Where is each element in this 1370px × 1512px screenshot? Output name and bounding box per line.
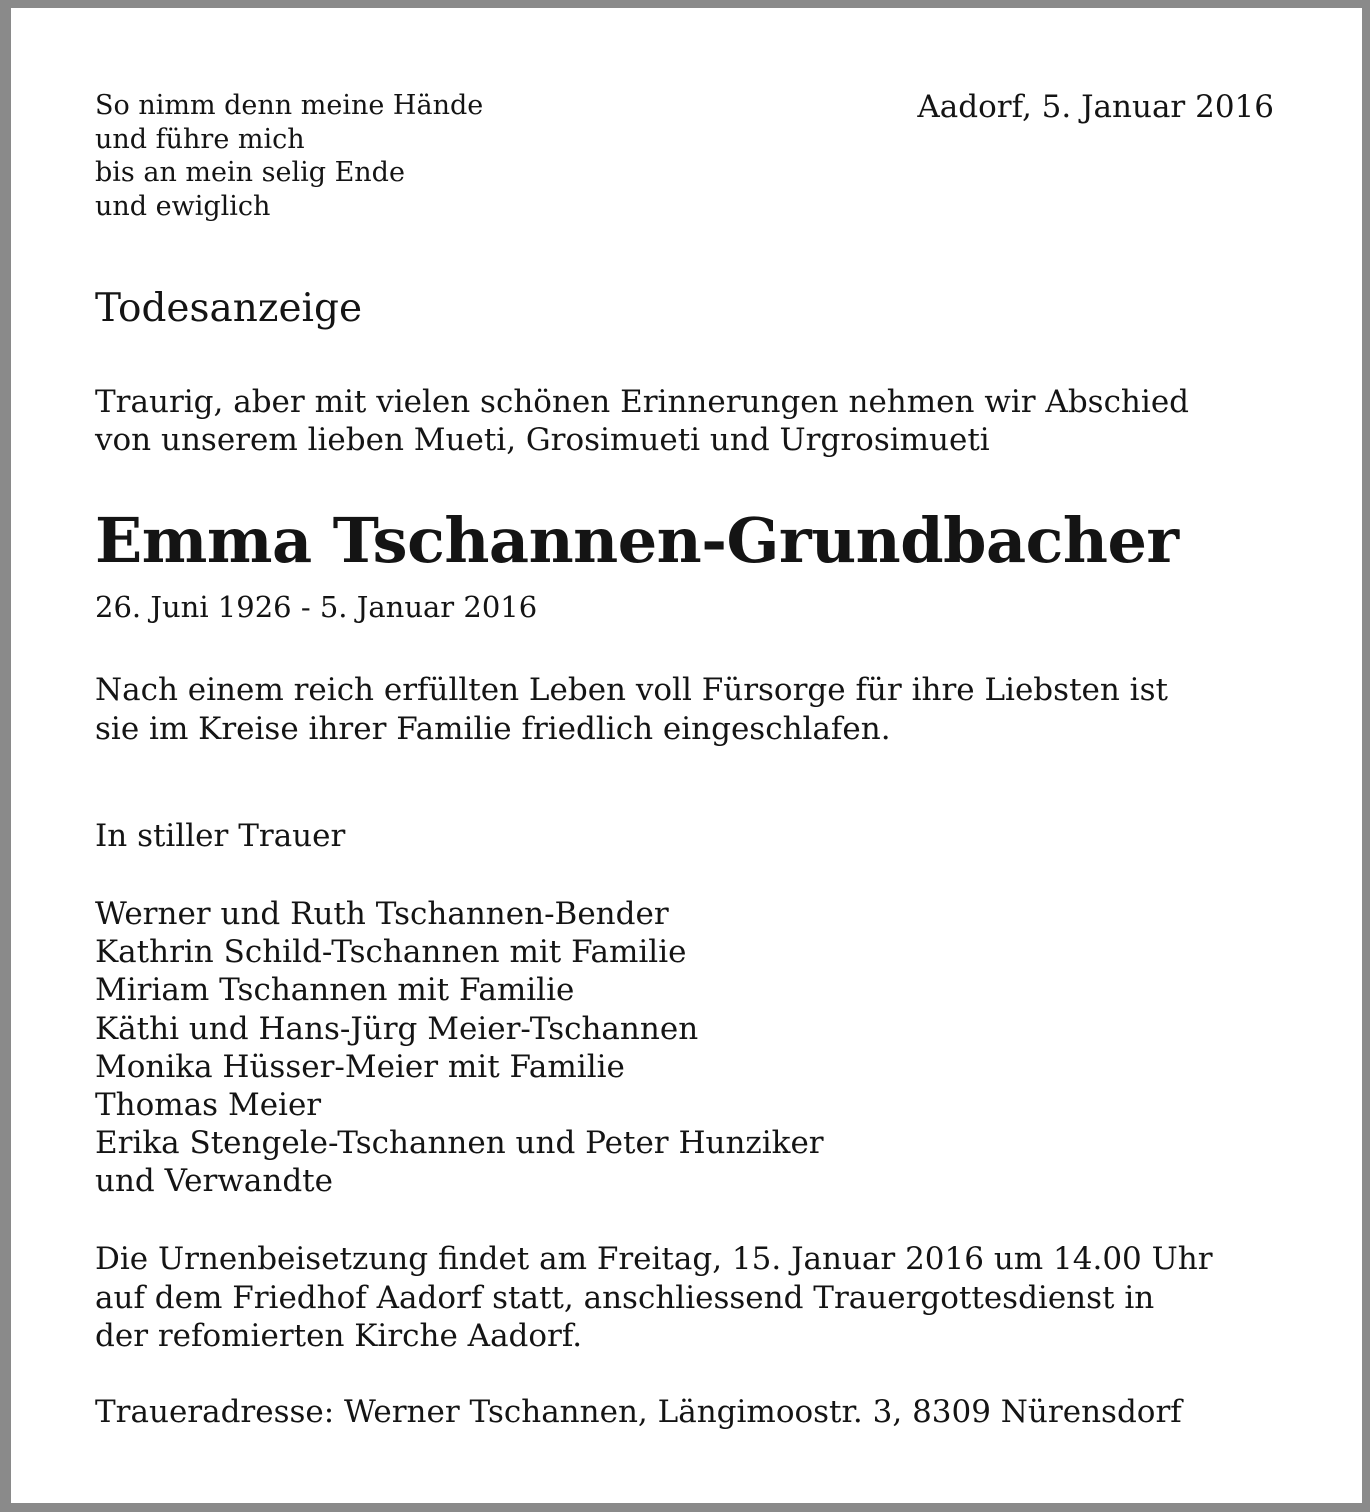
notice-heading: Todesanzeige [95, 286, 363, 331]
deceased-lifespan: 26. Juni 1926 - 5. Januar 2016 [95, 590, 538, 624]
intro-line: von unserem lieben Mueti, Grosimueti und Urgrosimueti [95, 422, 990, 458]
mourners-list [95, 895, 824, 1201]
mourner-entry: Kathrin Schild-Tschannen mit Familie [95, 934, 687, 971]
message-line: Nach einem reich erfüllten Leben voll Fürsorge für ihre Liebsten ist [95, 672, 1168, 708]
poem-line: So nimm denn meine Hände [95, 90, 484, 121]
mourner-entry: Erika Stengele-Tschannen und Peter Hunziker [95, 1125, 824, 1162]
service-line: der refomierten Kirche Aadorf. [95, 1318, 583, 1354]
mourner-entry: Monika Hüsser-Meier mit Familie [95, 1048, 625, 1085]
mourning-label: In stiller Trauer [95, 818, 346, 854]
poem-verse [95, 89, 483, 223]
mourner-entry: Käthi und Hans-Jürg Meier-Tschannen [95, 1010, 699, 1047]
farewell-message [95, 671, 1168, 748]
poem-line: und ewiglich [95, 190, 271, 222]
mourning-address: Traueradresse: Werner Tschannen, Längimoostr. 3, 8309 Nürensdorf [95, 1394, 1182, 1430]
mourner-entry: Werner und Ruth Tschannen-Bender [95, 896, 669, 932]
service-line: auf dem Friedhof Aadorf statt, anschliessend Trauergottesdienst in [95, 1279, 1155, 1316]
service-details [95, 1240, 1213, 1356]
message-line: sie im Kreise ihrer Familie friedlich eingeschlafen. [95, 710, 891, 747]
place-date: Aadorf, 5. Januar 2016 [917, 89, 1274, 125]
mourner-entry: Thomas Meier [95, 1087, 322, 1124]
mourner-entry: Miriam Tschannen mit Familie [95, 972, 575, 1009]
deceased-name: Emma Tschannen-Grundbacher [95, 504, 1179, 577]
poem-line: bis an mein selig Ende [95, 157, 405, 188]
intro-text [95, 383, 1189, 459]
intro-line: Traurig, aber mit vielen schönen Erinnerungen nehmen wir Abschied [95, 384, 1190, 420]
mourner-entry: und Verwandte [95, 1163, 333, 1200]
poem-line: und führe mich [95, 123, 305, 155]
service-line: Die Urnenbeisetzung findet am Freitag, 15. Januar 2016 um 14.00 Uhr [95, 1241, 1213, 1277]
